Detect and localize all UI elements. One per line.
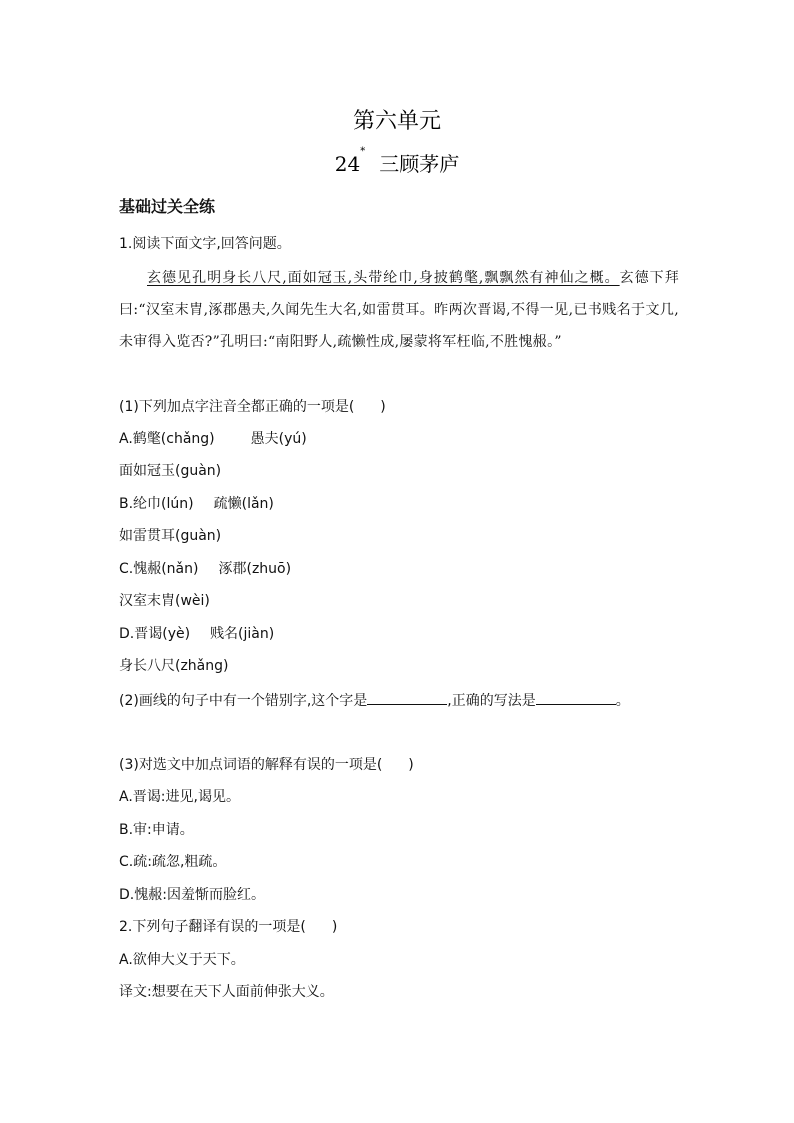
q2-option-a-translation: 译文:想要在天下人面前伸张大义。 <box>119 984 334 1000</box>
answer-blank-1[interactable] <box>367 690 447 705</box>
lesson-number: 24 <box>334 152 361 176</box>
q1-sub1-option-d-cont: 身长八尺(zhǎng) <box>119 658 229 674</box>
q2-option-a: A.欲伸大义于天下。 <box>119 952 245 968</box>
answer-blank-2[interactable] <box>536 690 616 705</box>
q1-sub1-option-c-cont: 汉室末胄(wèi) <box>119 593 210 609</box>
lesson-title: 三顾茅庐 <box>379 152 460 176</box>
underlined-sentence: 玄德见孔明身长八尺,面如冠玉,头带纶巾,身披鹤氅,飘飘然有神仙之概。 <box>147 270 620 286</box>
q1-sub3-option-b: B.审:申请。 <box>119 822 194 838</box>
q1-sub1-stem: (1)下列加点字注音全都正确的一项是( ) <box>119 399 386 415</box>
q1-sub1-option-a-cont: 面如冠玉(guàn) <box>119 463 222 479</box>
q1-sub3-option-c: C.疏:疏忽,粗疏。 <box>119 854 227 870</box>
q1-sub1-option-b-cont: 如雷贯耳(guàn) <box>119 528 222 544</box>
lesson-mark: * <box>360 146 366 157</box>
q2-stem: 2.下列句子翻译有误的一项是( ) <box>119 919 338 935</box>
q1-sub3-option-a: A.晋谒:进见,谒见。 <box>119 789 240 805</box>
q1-sub3-option-d: D.愧赧:因羞惭而脸红。 <box>119 887 265 903</box>
q1-sub2: (2)画线的句子中有一个错别字,这个字是 ,正确的写法是 。 <box>119 690 630 711</box>
q1-sub1-option-a: A.鹤氅(chǎng) 愚夫(yú) <box>119 431 307 447</box>
section-title: 基础过关全练 <box>119 197 216 216</box>
q1-stem: 1.阅读下面文字,回答问题。 <box>119 236 291 252</box>
q1-sub1-option-d: D.晋谒(yè) 贱名(jiàn) <box>119 626 275 642</box>
q1-sub1-option-c: C.愧赧(nǎn) 涿郡(zhuō) <box>119 561 292 577</box>
passage-rest: 玄德下拜曰:“汉室末胄,涿郡愚夫,久闻先生大名,如雷贯耳。昨两次晋谒,不得一见,已书贱名于文几,未审得入览否?”孔明曰:“南阳野人,疏懒性成,屡蒙将军枉临,不胜愧赧。” <box>119 270 679 350</box>
lesson-heading <box>0 148 794 177</box>
q1-sub3-stem: (3)对选文中加点词语的解释有误的一项是( ) <box>119 757 414 773</box>
reading-passage <box>119 262 679 358</box>
q1-sub1-option-b: B.纶巾(lún) 疏懒(lǎn) <box>119 496 274 512</box>
unit-title: 第六单元 <box>352 109 441 134</box>
